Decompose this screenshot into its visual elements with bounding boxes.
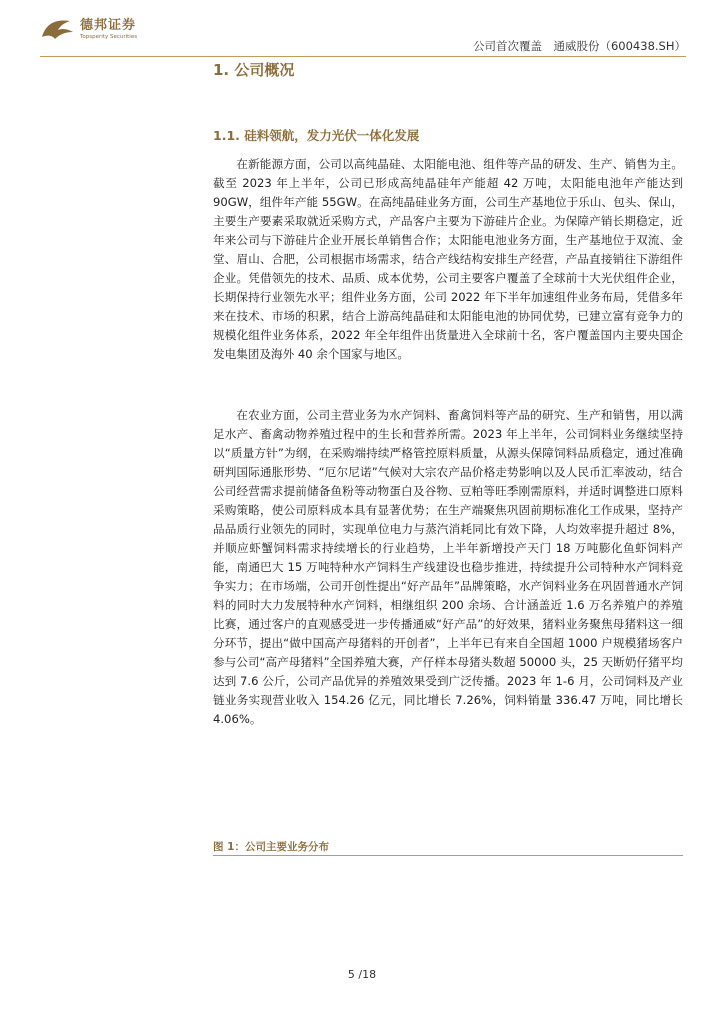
logo-chinese-name: 德邦证券 [80, 18, 137, 33]
logo-mark-icon [40, 17, 76, 43]
header-divider [40, 56, 686, 57]
figure-caption: 图 1：公司主要业务分布 [213, 841, 329, 853]
section-heading: 1. 公司概况 [213, 61, 295, 79]
logo-english-name: Topsperity Securities [80, 34, 138, 40]
company-logo [40, 16, 170, 44]
subsection-heading: 1.1. 硅料领航，发力光伏一体化发展 [213, 128, 420, 143]
report-title: 公司首次覆盖 通威股份（600438.SH） [472, 39, 686, 53]
figure-divider [213, 855, 683, 856]
page-number: 5 /18 [347, 968, 377, 981]
paragraph-new-energy: 在新能源方面，公司以高纯晶硅、太阳能电池、组件等产品的研发、生产、销售为主。截至 2023 年上半年，公司已形成高纯晶硅年产能超 42 万吨，太阳能电池年产能达到 90GW，组件年产能 55GW。在高纯晶硅业务方面，公司生产基地位于乐山、包头、保山，主要生产要素采取就近采购方式，产品客户主要为下游硅片企业。为保障产销长期稳定，近年来公司与下游硅片企业开展长单销售合作；太阳能电池业务方面，生产基地位于双流、金堂、眉山、合肥，公司根据市场需求，结合产线结构安排生产经营，产品直接销往下游组件企业。凭借领先的技术、品质、成本优势，公司主要客户覆盖了全球前十大光伏组件企业，长期保持行业领先水平；组件业务方面，公司 2022 年下半年加速组件业务布局，凭借多年来在技术、市场的积累，结合上游高纯晶硅和太阳能电池的协同优势，已建立富有竞争力的规模化组件业务体系，2022 年全年组件出货量进入全球前十名，客户覆盖国内主要央国企发电集团及海外 40 余个国家与地区。 [213, 157, 683, 361]
paragraph-agriculture: 在农业方面，公司主营业务为水产饲料、畜禽饲料等产品的研究、生产和销售，用以满足水产、畜禽动物养殖过程中的生长和营养所需。2023 年上半年，公司饲料业务继续坚持以“质量方针”为纲，在采购端持续严格管控原料质量，从源头保障饲料品质稳定，通过准确研判国际通胀形势、“厄尔尼诺”气候对大宗农产品价格走势影响以及人民币汇率波动，结合公司经营需求提前储备鱼粉等动物蛋白及谷物、豆粕等旺季刚需原料，并适时调整进口原料采购策略，使公司原料成本具有显著优势；在生产端聚焦巩固前期标准化工作成果，坚持产品品质行业领先的同时，实现单位电力与蒸汽消耗同比有效下降，人均效率提升超过 8%，并顺应虾蟹饲料需求持续增长的行业趋势，上半年新增投产天门 18 万吨膨化鱼虾饲料产能，南通巴大 15 万吨特种水产饲料生产线建设也稳步推进，持续提升公司特种水产饲料竞争实力；在市场端，公司开创性提出“好产品年”品牌策略，水产饲料业务在巩固普通水产饲料的同时大力发展特种水产饲料，相继组织 200 余场、合计涵盖近 1.6 万名养殖户的养殖比赛，通过客户的直观感受进一步传播通威“好产品”的好效果，猪料业务聚焦母猪料这一细分环节，提出“做中国高产母猪料的开创者”，上半年已有来自全国超 1000 户规模猪场客户参与公司“高产母猪料”全国养殖大赛，产仔样本母猪头数超 50000 头，25 天断奶仔猪平均达到 7.6 公斤，公司产品优异的养殖效果受到广泛传播。2023 年 1-6 月，公司饲料及产业链业务实现营业收入 154.26 亿元，同比增长 7.26%，饲料销量 336.47 万吨，同比增长 4.06%。 [213, 408, 683, 726]
